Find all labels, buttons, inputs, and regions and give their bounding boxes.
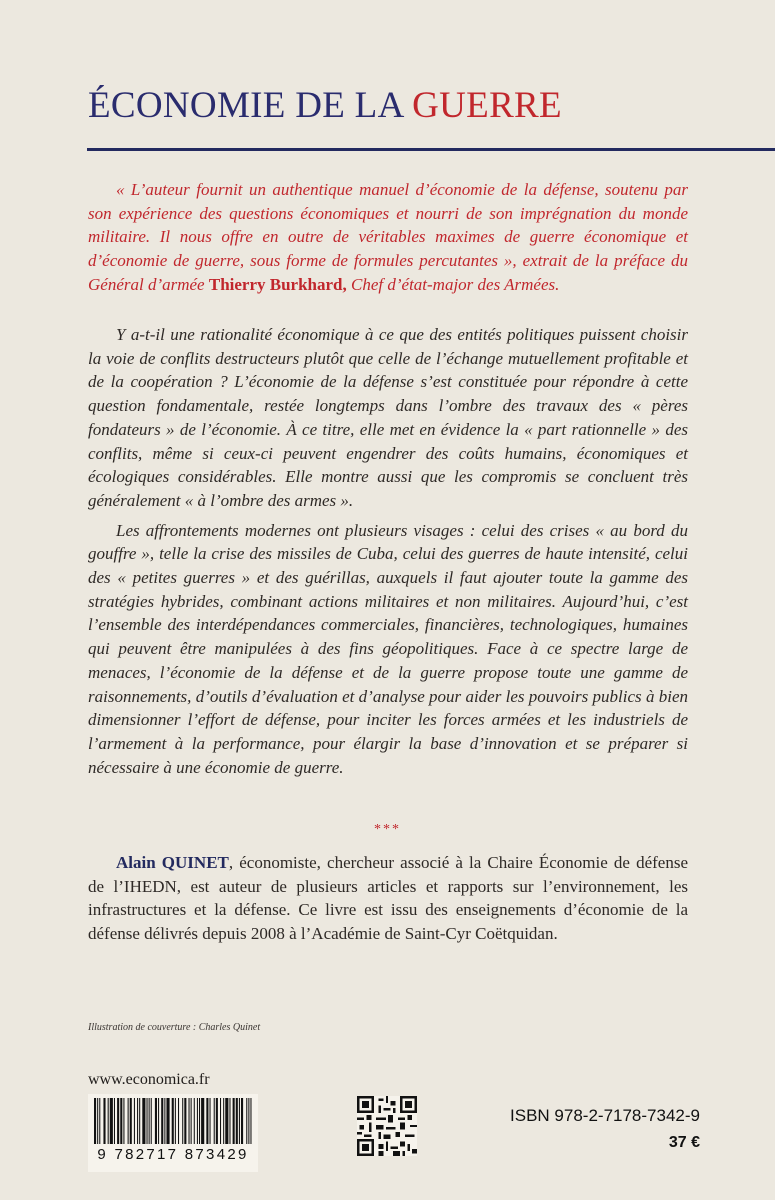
title-part-2: GUERRE (412, 85, 562, 126)
title-underline (87, 148, 775, 151)
author-bio-text: , économiste, chercheur associé à la Chaire Économie de défense de l’IHEDN, est auteur de plusieurs articles et rapports sur l’environnement, les infrastructures et la défense. Ce livre est issu des enseignements d’économie de la défense délivrés depuis 2008 à l’Académie de Saint-Cyr Coëtquidan. (88, 853, 688, 943)
illustration-credit: Illustration de couverture : Charles Quinet (88, 1022, 261, 1033)
qr-code-icon (357, 1096, 417, 1156)
section-separator: *** (374, 822, 401, 837)
barcode-digits: 9 782717 873429 (97, 1146, 249, 1163)
summary-paragraph: Y a-t-il une rationalité économique à ce que des entités politiques puissent choisir la voie de conflits destructeurs plutôt que celle de l’échange mutuellement profitable et de la coopération ? L’économie de la défense s’est constituée pour répondre à cette question fondamentale, restée longtemps dans l’ombre des travaux des « pères fondateurs » de l’économie. À ce titre, elle met en évidence la « part rationnelle » des conflits, même si ceux-ci peuvent engendrer des coûts humains, économiques et écologiques considérables. Elle montre aussi que les compromis se concluent très généralement « à l’ombre des armes ». (88, 325, 688, 510)
price: 37 € (668, 1134, 700, 1151)
summary-paragraph: Les affrontements modernes ont plusieurs visages : celui des crises « au bord du gouffre », telle la crise des missiles de Cuba, celui des guerres de haute intensité, celui des « petites guerres » et des guérillas, auxquels il faut ajouter toute la gamme des stratégies hybrides, combinant actions militaires et non militaires. Aujourd’hui, c’est l’ensemble des interdépendances commerciales, financières, technologiques, humaines qui peuvent être manipulées à des fins géopolitiques. Face à ce spectre large de menaces, l’économie de la défense et de la guerre propose toute une gamme de raisonnements, d’outils d’évaluation et d’analyse pour aider les pouvoirs publics à bien dimensionner l’effort de défense, pour inciter les forces armées et les industriels de l’armement à la performance, pour élargir la base d’innovation et se préparer si nécessaire à une économie de guerre. (88, 520, 688, 777)
publisher-website: www.economica.fr (88, 1071, 210, 1088)
preface-quote (88, 178, 688, 297)
title-part-1: ÉCONOMIE DE LA (88, 85, 403, 126)
quote-author-name: Thierry Burkhard, (208, 274, 347, 294)
book-title (88, 84, 562, 127)
barcode-bars (88, 1094, 258, 1146)
quote-text-end: Chef d’état-major des Armées. (346, 274, 560, 294)
author-bio (88, 851, 688, 945)
author-name: Alain QUINET (116, 853, 229, 872)
quote-text-start: « L’auteur fournit un authentique manuel d’économie de la défense, soutenu par son expérience des questions économiques et nourri de son imprégnation du monde militaire. Il nous offre en outre de véritables maximes de guerre économique et d’économie de guerre, sous forme de formules percutantes », extrait de la préface du Général d’armée (88, 180, 688, 294)
isbn-number: ISBN 978-2-7178-7342-9 (510, 1106, 700, 1125)
summary-text (88, 323, 688, 785)
